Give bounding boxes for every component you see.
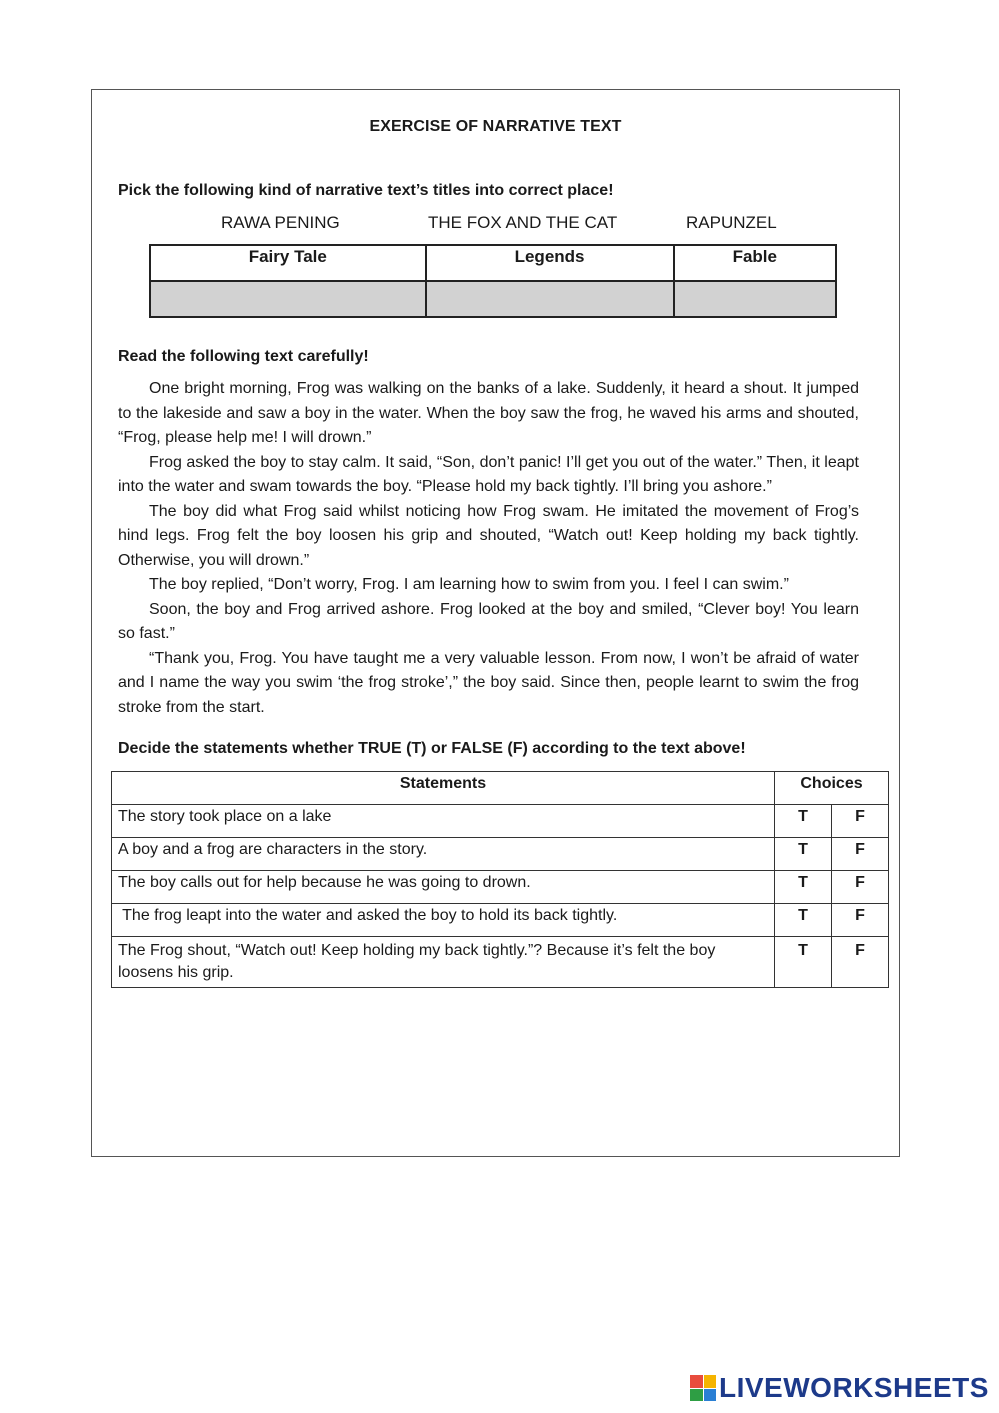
story-paragraph: One bright morning, Frog was walking on the banks of a lake. Suddenly, it heard a shout. It jumped to the lakeside and saw a boy in the water. When the boy saw the frog, he waved his arms and shouted, “Frog, please help me! I will drown.”	[118, 380, 859, 446]
choice-true[interactable]: T	[775, 838, 832, 871]
choice-false[interactable]: F	[832, 937, 889, 988]
drop-zone-legends[interactable]	[426, 281, 674, 317]
story-text	[118, 377, 859, 720]
drop-zone-fairy-tale[interactable]	[150, 281, 426, 317]
choice-true[interactable]: T	[775, 904, 832, 937]
category-header: Legends	[426, 245, 674, 281]
story-paragraph: “Thank you, Frog. You have taught me a very valuable lesson. From now, I won’t be afraid of water and I name the way you swim ‘the frog stroke’,” the boy said. Since then, people learnt to swim the frog stroke from the start.	[118, 649, 859, 716]
draggable-option[interactable]: RAPUNZEL	[686, 213, 777, 232]
brand-name: LIVEWORKSHEETS	[719, 1372, 989, 1403]
statements-header: Statements	[112, 772, 775, 805]
true-false-table	[111, 771, 889, 988]
category-table	[149, 244, 837, 318]
choice-false[interactable]: F	[832, 871, 889, 904]
instruction-true-false: Decide the statements whether TRUE (T) or FALSE (F) according to the text above!	[118, 740, 746, 757]
choice-true[interactable]: T	[775, 937, 832, 988]
statement-text: The story took place on a lake	[112, 805, 775, 838]
choice-false[interactable]: F	[832, 904, 889, 937]
choices-header: Choices	[775, 772, 889, 805]
logo-mark-icon	[690, 1375, 716, 1401]
statement-text: The frog leapt into the water and asked the boy to hold its back tightly.	[112, 904, 775, 937]
worksheet-frame	[91, 89, 900, 1157]
instruction-read: Read the following text carefully!	[118, 348, 369, 365]
choice-true[interactable]: T	[775, 871, 832, 904]
category-header: Fable	[674, 245, 836, 281]
choice-false[interactable]: F	[832, 805, 889, 838]
story-paragraph: Soon, the boy and Frog arrived ashore. Frog looked at the boy and smiled, “Clever boy! You learn so fast.”	[118, 600, 859, 642]
choice-false[interactable]: F	[832, 838, 889, 871]
statement-text: The boy calls out for help because he was going to drown.	[112, 871, 775, 904]
category-header: Fairy Tale	[150, 245, 426, 281]
story-paragraph: The boy did what Frog said whilst noticing how Frog swam. He imitated the movement of Frog’s hind legs. Frog felt the boy loosen his grip and shouted, “Watch out! Keep holding my back tightly. Otherwise, you will drown.”	[118, 502, 859, 569]
story-paragraph: The boy replied, “Don’t worry, Frog. I am learning how to swim from you. I feel I can swim.”	[149, 576, 789, 593]
story-paragraph: Frog asked the boy to stay calm. It said, “Son, don’t panic! I’ll get you out of the water.” Then, it leapt into the water and swam towards the boy. “Please hold my back tightly. I’ll bring you ashore.”	[118, 453, 859, 495]
worksheet-title: EXERCISE OF NARRATIVE TEXT	[369, 118, 622, 135]
drop-zone-fable[interactable]	[674, 281, 836, 317]
statement-text: A boy and a frog are characters in the story.	[112, 838, 775, 871]
draggable-option[interactable]: THE FOX AND THE CAT	[428, 213, 618, 232]
draggable-option[interactable]: RAWA PENING	[221, 213, 340, 232]
liveworksheets-logo	[690, 1373, 989, 1403]
choice-true[interactable]: T	[775, 805, 832, 838]
statement-text: The Frog shout, “Watch out! Keep holding my back tightly.”? Because it’s felt the boy loosens his grip.	[112, 937, 775, 988]
instruction-categorize: Pick the following kind of narrative text’s titles into correct place!	[118, 182, 614, 199]
